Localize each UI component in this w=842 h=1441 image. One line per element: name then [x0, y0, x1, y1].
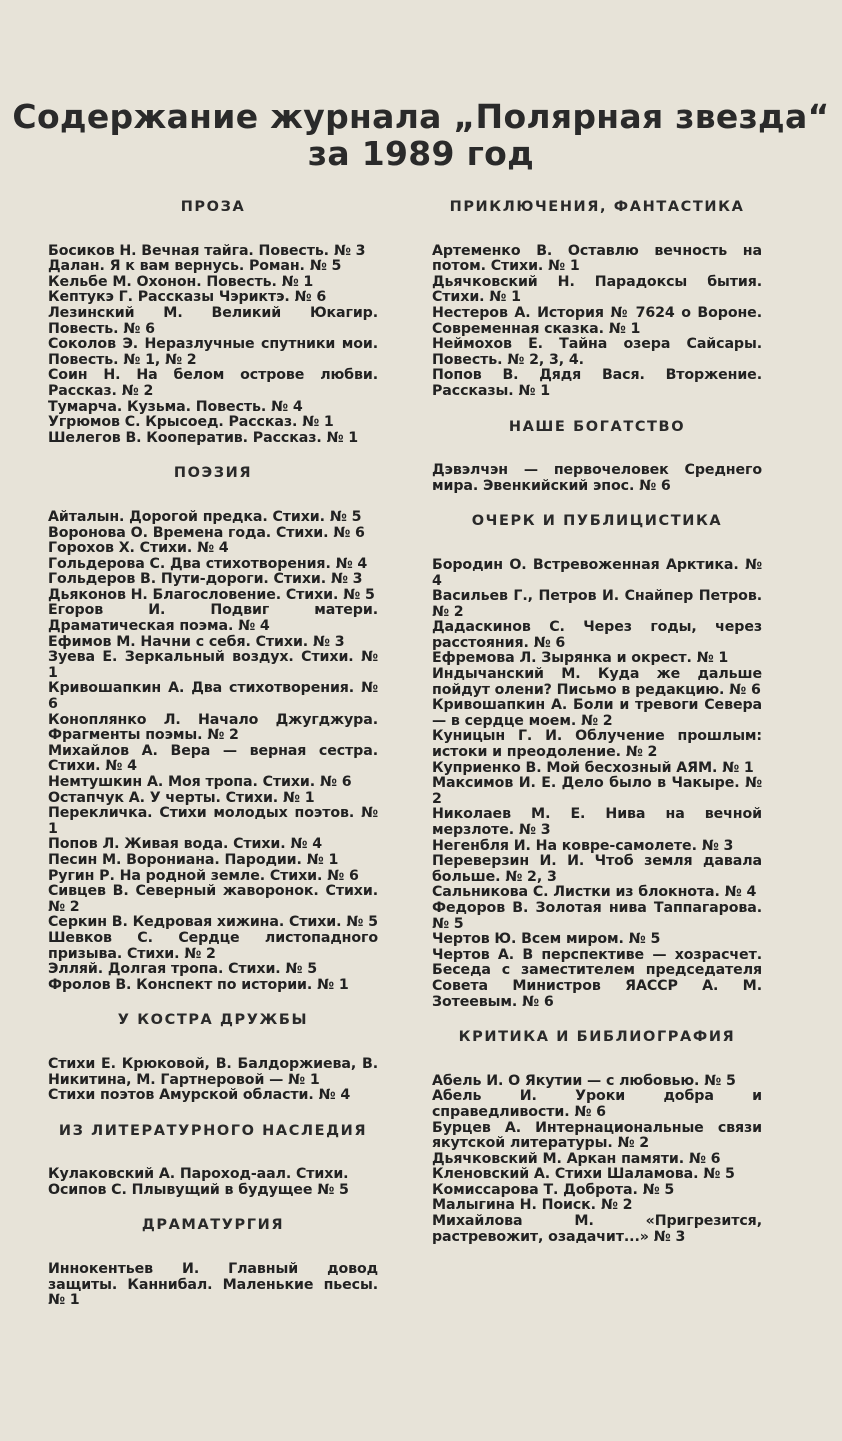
toc-entry: Федоров В. Золотая нива Таппагарова. № 5 — [432, 899, 762, 932]
right-column — [432, 200, 762, 1265]
toc-entry: Переверзин И. И. Чтоб земля давала больше. № 2, 3 — [432, 853, 762, 885]
toc-entry: Осипов С. Плывущий в будущее № 5 — [48, 1181, 349, 1198]
toc-entry: Айталын. Дорогой предка. Стихи. № 5 — [48, 508, 362, 525]
toc-entry: Ефремова Л. Зырянка и окрест. № 1 — [432, 650, 729, 667]
section-heading: ДРАМАТУРГИЯ — [141, 1217, 285, 1234]
toc-entry: Дьячковский М. Аркан памяти. № 6 — [432, 1150, 721, 1167]
section-heading: НАШЕ БОГАТСТВО — [508, 418, 686, 435]
toc-entry: Перекличка. Стихи молодых поэтов. № 1 — [48, 805, 378, 837]
section-left_sections-3 — [48, 1124, 378, 1199]
toc-entry: Ругин Р. На родной земле. Стихи. № 6 — [48, 867, 359, 884]
toc-entry: Михайлова М. «Пригрезится, растревожит, озадачит...» № 3 — [432, 1213, 762, 1245]
toc-entry: Лезинский М. Великий Юкагир. Повесть. № 6 — [48, 304, 378, 337]
toc-entry: Максимов И. Е. Дело было в Чакыре. № 2 — [432, 775, 762, 807]
toc-entry: Индычанский М. Куда же дальше пойдут олени? Письмо в редакцию. № 6 — [432, 666, 762, 698]
toc-entry: Бурцев А. Интернациональные связи якутской литературы. № 2 — [432, 1119, 762, 1152]
toc-entry: Далан. Я к вам вернусь. Роман. № 5 — [48, 258, 342, 275]
section-heading: КРИТИКА И БИБЛИОГРАФИЯ — [458, 1029, 736, 1046]
section-left_sections-4 — [48, 1218, 378, 1308]
toc-entry: Шелегов В. Кооператив. Рассказ. № 1 — [48, 429, 359, 446]
toc-entry: Кривошапкин А. Два стихотворения. № 6 — [48, 680, 378, 713]
page-title-line-1: Содержание журнала „Полярная звезда“ — [12, 97, 830, 136]
toc-entry: Соин Н. На белом острове любви. Рассказ. № 2 — [48, 367, 378, 399]
toc-entry: Комиссарова Т. Доброта. № 5 — [432, 1181, 675, 1198]
toc-entry: Бородин О. Встревоженная Арктика. № 4 — [432, 556, 762, 589]
toc-entry: Попов Л. Живая вода. Стихи. № 4 — [48, 836, 322, 853]
section-left_sections-2 — [48, 1013, 378, 1103]
toc-entry: Коноплянко Л. Начало Джугджура. Фрагменты поэмы. № 2 — [48, 711, 378, 744]
toc-entry: Зуева Е. Зеркальный воздух. Стихи. № 1 — [48, 649, 378, 681]
toc-entry: Фролов В. Конспект по истории. № 1 — [48, 976, 349, 993]
toc-entry: Кленовский А. Стихи Шаламова. № 5 — [432, 1166, 735, 1183]
section-right_sections-0 — [432, 200, 762, 400]
section-right_sections-1 — [432, 420, 762, 495]
toc-entry: Кептукэ Г. Рассказы Чэриктэ. № 6 — [48, 289, 327, 306]
left-column — [48, 200, 378, 1329]
toc-entry: Николаев М. Е. Нива на вечной мерзлоте. № 3 — [432, 806, 762, 838]
toc-entry: Остапчук А. У черты. Стихи. № 1 — [48, 789, 315, 806]
section-right_sections-2 — [432, 514, 762, 1010]
toc-entry: Ефимов М. Начни с себя. Стихи. № 3 — [48, 633, 345, 650]
toc-entry: Негенбля И. На ковре-самолете. № 3 — [432, 837, 734, 854]
toc-entry: Гольдерова С. Два стихотворения. № 4 — [48, 555, 368, 572]
section-heading: ПРОЗА — [180, 199, 246, 215]
section-left_sections-0 — [48, 200, 378, 446]
toc-entry: Егоров И. Подвиг матери. Драматическая поэма. № 4 — [48, 602, 378, 635]
toc-entry: Гольдеров В. Пути-дороги. Стихи. № 3 — [48, 571, 363, 588]
toc-entry: Абель И. О Якутии — с любовью. № 5 — [432, 1072, 736, 1089]
toc-entry: Угрюмов С. Крысоед. Рассказ. № 1 — [48, 414, 334, 431]
toc-entry: Немтушкин А. Моя тропа. Стихи. № 6 — [48, 774, 352, 790]
toc-entry: Стихи поэтов Амурской области. № 4 — [48, 1087, 351, 1104]
toc-entry: Серкин В. Кедровая хижина. Стихи. № 5 — [48, 914, 378, 931]
toc-entry: Дьяконов Н. Благословение. Стихи. № 5 — [48, 586, 375, 603]
toc-entry: Нестеров А. История № 7624 о Вороне. Современная сказка. № 1 — [432, 304, 762, 337]
toc-entry: Чертов А. В перспективе — хозрасчет. Беседа с заместителем председателя Совета Министров ЯАССР А. М. Зотеевым. № 6 — [432, 946, 762, 1010]
toc-entry: Абель И. Уроки добра и справедливости. № 6 — [432, 1088, 762, 1120]
toc-entry: Куприенко В. Мой бесхозный АЯМ. № 1 — [432, 759, 754, 776]
toc-entry: Дэвэлчэн — первочеловек Среднего мира. Эвенкийский эпос. № 6 — [432, 462, 762, 494]
toc-entry: Неймохов Е. Тайна озера Сайсары. Повесть. № 2, 3, 4. — [432, 336, 762, 368]
toc-entry: Песин М. Ворониана. Пародии. № 1 — [48, 851, 339, 868]
toc-entry: Тумарча. Кузьма. Повесть. № 4 — [48, 398, 303, 415]
section-left_sections-1 — [48, 466, 378, 993]
page-title-line-2: за 1989 год — [307, 134, 535, 173]
toc-entry: Соколов Э. Неразлучные спутники мои. Повесть. № 1, № 2 — [48, 336, 378, 368]
toc-entry: Сивцев В. Северный жаворонок. Стихи. № 2 — [48, 883, 378, 915]
toc-entry: Кривошапкин А. Боли и тревоги Севера — в сердце моем. № 2 — [432, 697, 762, 729]
toc-entry: Элляй. Долгая тропа. Стихи. № 5 — [48, 961, 317, 978]
toc-entry: Попов В. Дядя Вася. Вторжение. Рассказы. № 1 — [432, 367, 762, 399]
toc-entry: Кельбе М. Охонон. Повесть. № 1 — [48, 273, 314, 290]
page-title — [0, 98, 842, 172]
toc-entry: Горохов Х. Стихи. № 4 — [48, 540, 229, 557]
toc-entry: Кулаковский А. Пароход-аал. Стихи. — [48, 1166, 349, 1183]
toc-entry: Воронова О. Времена года. Стихи. № 6 — [48, 524, 365, 541]
toc-entry: Артеменко В. Оставлю вечность на потом. Стихи. № 1 — [432, 242, 762, 275]
toc-entry: Васильев Г., Петров И. Снайпер Петров. № 2 — [432, 588, 762, 620]
section-heading: ПРИКЛЮЧЕНИЯ, ФАНТАСТИКА — [449, 199, 745, 215]
toc-entry: Дьячковский Н. Парадоксы бытия. Стихи. № 1 — [432, 273, 762, 306]
section-heading: ОЧЕРК И ПУБЛИЦИСТИКА — [471, 513, 723, 530]
toc-entry: Дадаскинов С. Через годы, через расстояния. № 6 — [432, 619, 762, 651]
toc-entry: Малыгина Н. Поиск. № 2 — [432, 1197, 633, 1214]
section-heading: ИЗ ЛИТЕРАТУРНОГО НАСЛЕДИЯ — [58, 1122, 368, 1139]
toc-entry: Иннокентьев И. Главный довод защиты. Каннибал. Маленькие пьесы. № 1 — [48, 1261, 378, 1309]
toc-entry: Куницын Г. И. Облучение прошлым: истоки и преодоление. № 2 — [432, 728, 762, 761]
toc-entry: Михайлов А. Вера — верная сестра. Стихи. № 4 — [48, 742, 378, 775]
toc-entry: Шевков С. Сердце листопадного призыва. Стихи. № 2 — [48, 929, 378, 962]
toc-entry: Сальникова С. Листки из блокнота. № 4 — [432, 884, 757, 901]
section-heading: ПОЭЗИЯ — [173, 465, 253, 482]
section-right_sections-3 — [432, 1030, 762, 1245]
section-heading: У КОСТРА ДРУЖБЫ — [117, 1012, 309, 1029]
toc-entry: Босиков Н. Вечная тайга. Повесть. № 3 — [48, 242, 366, 259]
toc-entry: Чертов Ю. Всем миром. № 5 — [432, 931, 661, 948]
toc-entry: Стихи Е. Крюковой, В. Балдоржиева, В. Никитина, М. Гартнеровой — № 1 — [48, 1055, 378, 1088]
